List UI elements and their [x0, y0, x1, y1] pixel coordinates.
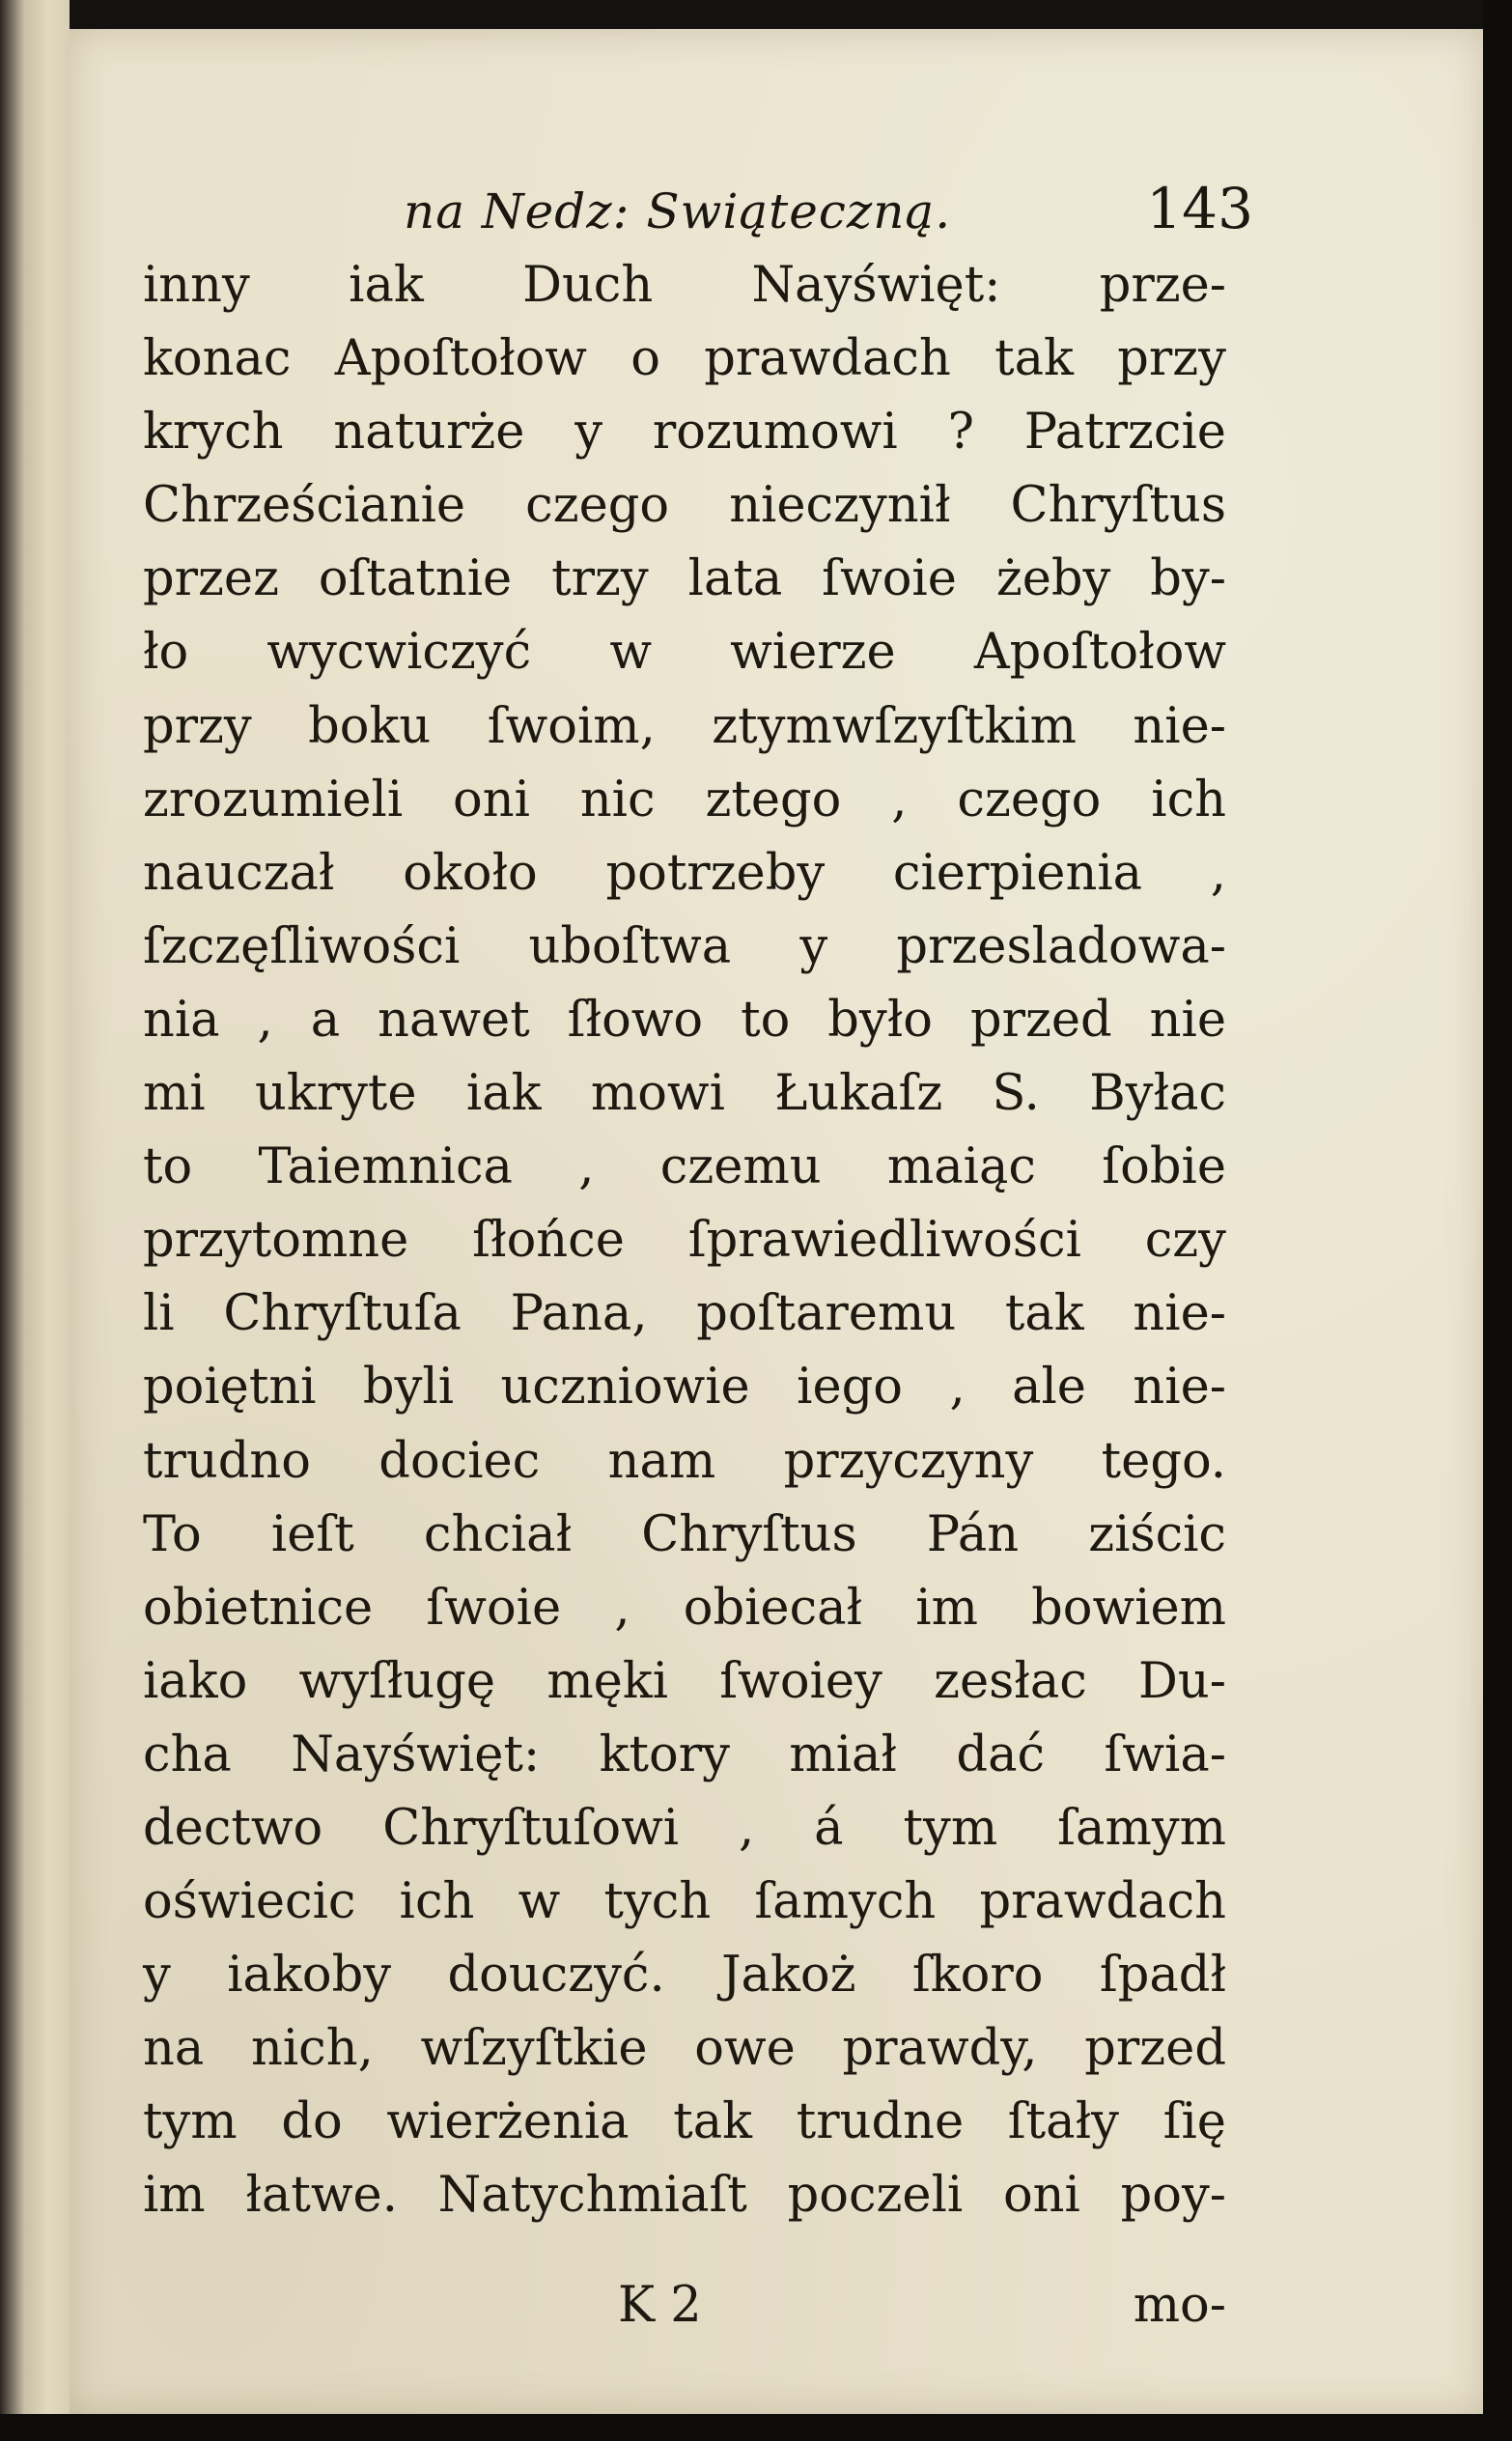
text-line: To ieſt chciał Chryſtus Pán ziścic	[143, 1505, 1226, 1563]
signature-mark: K 2	[618, 2277, 702, 2334]
text-line: cha Nayświęt: ktory miał dać ſwia-	[143, 1726, 1226, 1783]
text-line: Chrześcianie czego nieczynił Chryſtus	[143, 477, 1226, 535]
page-bottom-edge	[0, 2414, 1512, 2441]
running-head	[143, 172, 1253, 259]
text-line: tym do wierżenia tak trudne ſtały ſię	[143, 2093, 1226, 2151]
text-line: krych naturże y rozumowi ? Patrzcie	[143, 404, 1226, 462]
book-spine-edge	[0, 0, 70, 2441]
text-line: im łatwe. Natychmiaſt poczeli oni poy-	[143, 2167, 1226, 2225]
text-line: obietnice ſwoie , obiecał im bowiem	[143, 1579, 1226, 1637]
text-line: ſzczęſliwości uboſtwa y przesladowa-	[143, 917, 1226, 975]
text-line: inny iak Duch Nayświęt: prze-	[143, 257, 1226, 314]
text-line: na nich, wſzyſtkie owe prawdy, przed	[143, 2020, 1226, 2078]
text-line: przytomne ſłońce ſprawiedliwości czy	[143, 1212, 1226, 1270]
page-number: 143	[1146, 176, 1253, 241]
text-line: zrozumieli oni nic ztego , czego ich	[143, 771, 1226, 828]
catch-line	[143, 2277, 1226, 2344]
text-line: przy boku ſwoim, ztymwſzyſtkim nie-	[143, 697, 1226, 755]
page-right-edge	[1483, 0, 1512, 2441]
text-line: oświecic ich w tych ſamych prawdach	[143, 1873, 1226, 1931]
text-line: nia , a nawet ſłowo to było przed nie	[143, 991, 1226, 1049]
body-text	[143, 249, 1226, 2233]
running-head-title: na Nedz: Swiąteczną.	[404, 183, 952, 239]
text-line: przez oſtatnie trzy lata ſwoie żeby by-	[143, 550, 1226, 608]
text-line: to Taiemnica , czemu maiąc ſobie	[143, 1138, 1226, 1196]
text-line: y iakoby douczyć. Jakoż ſkoro ſpadł	[143, 1947, 1226, 2005]
catchword: mo-	[1133, 2277, 1226, 2334]
text-line: mi ukryte iak mowi Łukaſz S. Byłac	[143, 1065, 1226, 1123]
text-line: li Chryſtuſa Pana, poſtaremu tak nie-	[143, 1285, 1226, 1343]
text-line: iako wyſługę męki ſwoiey zesłac Du-	[143, 1652, 1226, 1710]
text-line: trudno dociec nam przyczyny tego.	[143, 1432, 1226, 1490]
text-line: nauczał około potrzeby cierpienia ,	[143, 844, 1226, 902]
text-line: dectwo Chryſtuſowi , á tym ſamym	[143, 1799, 1226, 1857]
text-line: ło wycwiczyć w wierze Apoſtołow	[143, 624, 1226, 682]
text-line: poiętni byli uczniowie iego , ale nie-	[143, 1359, 1226, 1417]
text-line: konac Apoſtołow o prawdach tak przy	[143, 330, 1226, 388]
